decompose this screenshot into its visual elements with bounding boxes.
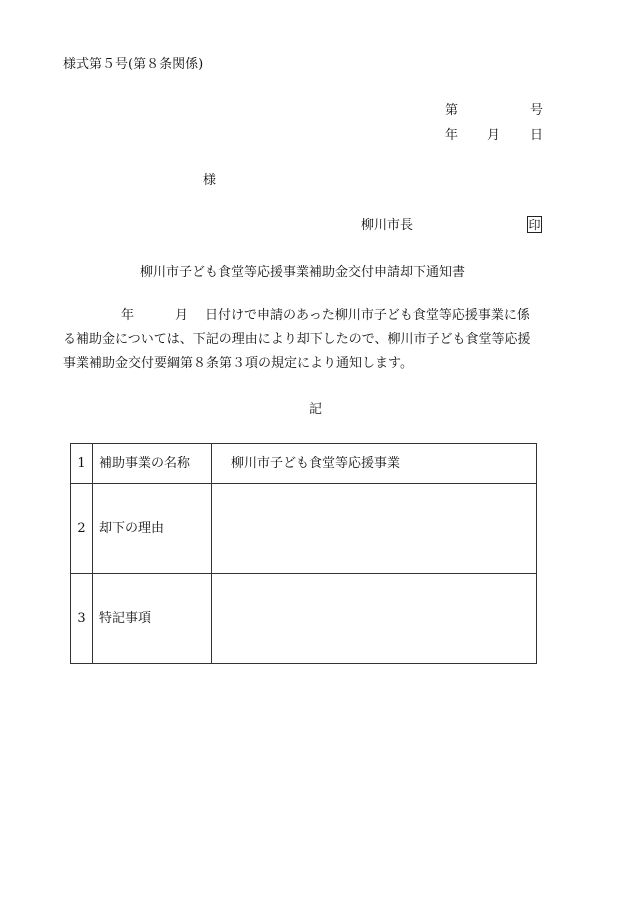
document-number-suffix: 号: [530, 103, 544, 118]
date-year-label: 年: [445, 128, 459, 143]
row-label: 補助事業の名称: [93, 444, 212, 484]
addressee-honorific: 様: [203, 173, 217, 188]
body-month-label: 月: [175, 308, 189, 323]
body-year-label: 年: [121, 308, 135, 323]
body-paragraph: [63, 309, 576, 381]
body-line-1-text: 日付けで申請のあった柳川市子ども食堂等応援事業に係: [205, 308, 530, 323]
document-number-prefix: 第: [445, 103, 459, 118]
row-label: 却下の理由: [93, 484, 212, 574]
row-label: 特記事項: [93, 574, 212, 664]
ki-heading: 記: [309, 402, 323, 417]
date-day-label: 日: [530, 128, 544, 143]
row-number: 3: [71, 574, 93, 664]
body-line-3-text: 事業補助金交付要綱第８条第３項の規定により通知します。: [63, 356, 413, 371]
body-line-2-text: る補助金については、下記の理由により却下したので、柳川市子ども食堂等応援: [63, 332, 531, 347]
row-value: [212, 574, 537, 664]
body-line-2: [63, 333, 576, 357]
table-row: [71, 444, 537, 484]
row-number: 2: [71, 484, 93, 574]
row-value: [212, 484, 537, 574]
body-line-1: [63, 309, 576, 333]
seal-stamp: 印: [528, 217, 541, 232]
row-number: 1: [71, 444, 93, 484]
document-title: 柳川市子ども食堂等応援事業補助金交付申請却下通知書: [140, 265, 466, 280]
table-row: [71, 574, 537, 664]
date-month-label: 月: [487, 128, 501, 143]
issuer-name: 柳川市長: [361, 218, 414, 233]
table-row: [71, 484, 537, 574]
body-line-3: [63, 357, 576, 381]
details-table: [70, 443, 537, 664]
row-value: 柳川市子ども食堂等応援事業: [212, 444, 537, 484]
form-number: 様式第５号(第８条関係): [63, 57, 204, 72]
